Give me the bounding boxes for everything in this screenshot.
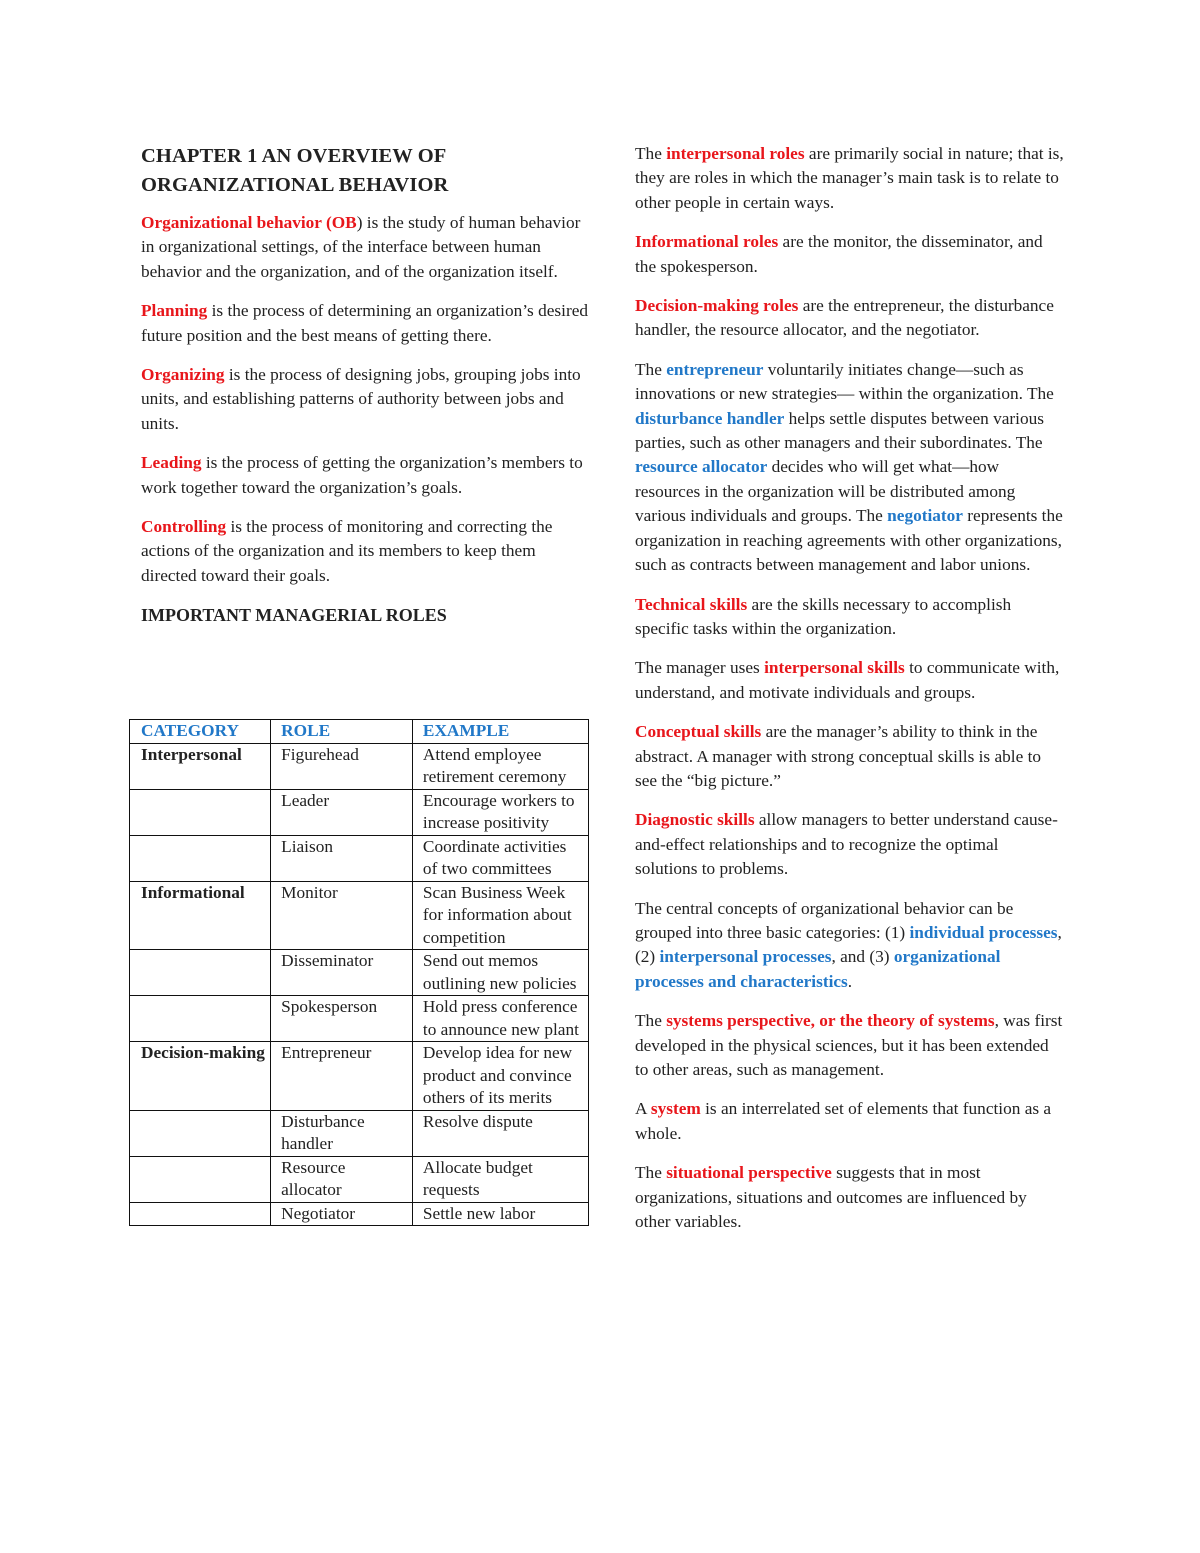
term: interpersonal processes bbox=[659, 947, 832, 967]
left-column bbox=[141, 140, 593, 643]
definition-text: , was first developed in the physical sciences, but it has been extended to other areas, such as management. bbox=[635, 1011, 1063, 1079]
example-cell: Attend employee retirement ceremony bbox=[412, 743, 588, 789]
term: Informational roles bbox=[635, 232, 779, 252]
category-cell bbox=[130, 1202, 271, 1226]
definition-diagnostic-skills bbox=[635, 808, 1065, 881]
term: negotiator bbox=[887, 506, 963, 526]
role-cell: Liaison bbox=[271, 835, 413, 881]
example-cell: Allocate budget requests bbox=[412, 1156, 588, 1202]
example-cell: Develop idea for new product and convince others of its merits bbox=[412, 1042, 588, 1111]
definition-decision-making-roles bbox=[635, 294, 1065, 343]
category-cell: Interpersonal bbox=[130, 743, 271, 789]
term: organizational processes and characteristics bbox=[635, 947, 1001, 991]
table-row bbox=[130, 743, 589, 789]
role-cell: Figurehead bbox=[271, 743, 413, 789]
term: system bbox=[650, 1099, 701, 1119]
example-cell: Settle new labor bbox=[412, 1202, 588, 1226]
role-cell: Leader bbox=[271, 789, 413, 835]
term: interpersonal skills bbox=[764, 658, 905, 678]
lead-text: A bbox=[635, 1099, 651, 1119]
text-segment: . bbox=[847, 971, 853, 991]
definition-technical-skills bbox=[635, 593, 1065, 642]
definition-situational-perspective bbox=[635, 1161, 1065, 1234]
term: Planning bbox=[141, 301, 208, 321]
term: Diagnostic skills bbox=[635, 810, 755, 830]
definition-text: are the entrepreneur, the disturbance handler, the resource allocator, and the negotiator. bbox=[635, 296, 1054, 340]
term: systems perspective, or the theory of systems bbox=[666, 1011, 995, 1031]
lead-text: The bbox=[635, 1011, 667, 1031]
text-segment: voluntarily initiates change—such as innovations or new strategies— within the organization. The bbox=[635, 359, 1054, 404]
definition-interpersonal-roles bbox=[635, 142, 1065, 215]
text-segment: helps settle disputes between various parties, such as other managers and their subordinates. The bbox=[635, 408, 1044, 453]
right-column bbox=[635, 142, 1065, 1249]
role-cell: Disturbance handler bbox=[271, 1110, 413, 1156]
header-example: EXAMPLE bbox=[412, 720, 588, 744]
role-cell: Spokesperson bbox=[271, 996, 413, 1042]
example-cell: Coordinate activities of two committees bbox=[412, 835, 588, 881]
example-cell: Scan Business Week for information about competition bbox=[412, 881, 588, 950]
definition-text: is the process of monitoring and correcting the actions of the organization and its members to keep them directed toward their goals. bbox=[141, 517, 553, 585]
definition-informational-roles bbox=[635, 230, 1065, 279]
text-segment: The central concepts of organizational behavior can be grouped into three basic categories: (1) bbox=[635, 898, 1014, 942]
term: individual processes bbox=[909, 922, 1058, 942]
example-cell: Send out memos outlining new policies bbox=[412, 950, 588, 996]
table-row bbox=[130, 1110, 589, 1156]
table-row bbox=[130, 996, 589, 1042]
term: Leading bbox=[141, 453, 202, 473]
role-cell: Resource allocator bbox=[271, 1156, 413, 1202]
lead-text: The bbox=[635, 144, 667, 163]
definition-text: are primarily social in nature; that is, they are roles in which the manager’s main task is to relate to other people in certain ways. bbox=[635, 144, 1064, 212]
term: Technical skills bbox=[635, 594, 748, 614]
definition-text: are the skills necessary to accomplish specific tasks within the organization. bbox=[635, 594, 1012, 638]
table-row bbox=[130, 1202, 589, 1226]
text-segment: The bbox=[635, 359, 667, 379]
role-cell: Entrepreneur bbox=[271, 1042, 413, 1111]
central-concepts bbox=[635, 897, 1065, 995]
category-cell bbox=[130, 789, 271, 835]
role-cell: Disseminator bbox=[271, 950, 413, 996]
managerial-roles-table bbox=[129, 719, 589, 1226]
category-cell: Informational bbox=[130, 881, 271, 950]
table-row bbox=[130, 950, 589, 996]
definition-text: are the monitor, the disseminator, and the spokesperson. bbox=[635, 232, 1043, 276]
definition-text: is the process of determining an organization’s desired future position and the best means of getting there. bbox=[141, 301, 589, 345]
header-category: CATEGORY bbox=[130, 720, 271, 744]
definition-text: is an interrelated set of elements that function as a whole. bbox=[635, 1099, 1052, 1143]
term: interpersonal roles bbox=[666, 144, 805, 163]
definition-organizing bbox=[141, 363, 593, 436]
term: Decision-making roles bbox=[635, 296, 799, 316]
term: entrepreneur bbox=[666, 359, 764, 379]
definition-text: suggests that in most organizations, situations and outcomes are influenced by other variables. bbox=[635, 1163, 1027, 1232]
definition-text: ) is the study of human behavior in organizational settings, of the interface between human behavior and the organization, and of the organization itself. bbox=[141, 213, 581, 281]
term: Organizing bbox=[141, 365, 225, 385]
text-segment: represents the organization in reaching agreements with other organizations, such as contracts between management and labor unions. bbox=[635, 506, 1063, 575]
definition-controlling bbox=[141, 515, 593, 588]
term: Conceptual skills bbox=[635, 722, 762, 742]
term: resource allocator bbox=[635, 457, 768, 477]
example-cell: Encourage workers to increase positivity bbox=[412, 789, 588, 835]
table-header-row bbox=[130, 720, 589, 744]
table-row bbox=[130, 881, 589, 950]
example-cell: Resolve dispute bbox=[412, 1110, 588, 1156]
definition-ob bbox=[141, 211, 593, 284]
term: Controlling bbox=[141, 517, 227, 537]
definition-text: to communicate with, understand, and motivate individuals and groups. bbox=[635, 658, 1060, 702]
category-cell bbox=[130, 835, 271, 881]
table-row bbox=[130, 789, 589, 835]
example-cell: Hold press conference to announce new plant bbox=[412, 996, 588, 1042]
chapter-title: CHAPTER 1 AN OVERVIEW OF ORGANIZATIONAL BEHAVIOR bbox=[141, 145, 449, 196]
table-row bbox=[130, 1156, 589, 1202]
term: disturbance handler bbox=[635, 408, 785, 428]
table-row bbox=[130, 835, 589, 881]
lead-text: The manager uses bbox=[635, 658, 765, 678]
definition-conceptual-skills bbox=[635, 720, 1065, 793]
definition-planning bbox=[141, 299, 593, 348]
definition-text: are the manager’s ability to think in the abstract. A manager with strong conceptual skills is able to see the “big picture.” bbox=[635, 722, 1042, 790]
category-cell bbox=[130, 996, 271, 1042]
role-cell: Negotiator bbox=[271, 1202, 413, 1226]
text-segment: , and (3) bbox=[831, 947, 894, 967]
definition-system bbox=[635, 1097, 1065, 1146]
roles-explanation bbox=[635, 358, 1065, 578]
definition-text: allow managers to better understand cause-and-effect relationships and to recognize the optimal solutions to problems. bbox=[635, 810, 1058, 879]
definition-text: is the process of designing jobs, grouping jobs into units, and establishing patterns of authority between jobs and units. bbox=[141, 365, 581, 433]
category-cell bbox=[130, 1110, 271, 1156]
category-cell bbox=[130, 950, 271, 996]
definition-systems-perspective bbox=[635, 1009, 1065, 1082]
table-heading: IMPORTANT MANAGERIAL ROLES bbox=[141, 605, 447, 626]
category-cell: Decision-making bbox=[130, 1042, 271, 1111]
text-segment: decides who will get what—how resources in the organization will be distributed among various individuals and groups. The bbox=[635, 457, 1016, 526]
header-role: ROLE bbox=[271, 720, 413, 744]
definition-interpersonal-skills bbox=[635, 656, 1065, 705]
lead-text: The bbox=[635, 1163, 667, 1183]
definition-leading bbox=[141, 451, 593, 500]
role-cell: Monitor bbox=[271, 881, 413, 950]
term: Organizational behavior (OB bbox=[141, 213, 357, 232]
table-row bbox=[130, 1042, 589, 1111]
category-cell bbox=[130, 1156, 271, 1202]
text-segment: , (2) bbox=[635, 922, 1062, 967]
definition-text: is the process of getting the organization’s members to work together toward the organization’s goals. bbox=[141, 453, 583, 497]
term: situational perspective bbox=[666, 1163, 832, 1183]
